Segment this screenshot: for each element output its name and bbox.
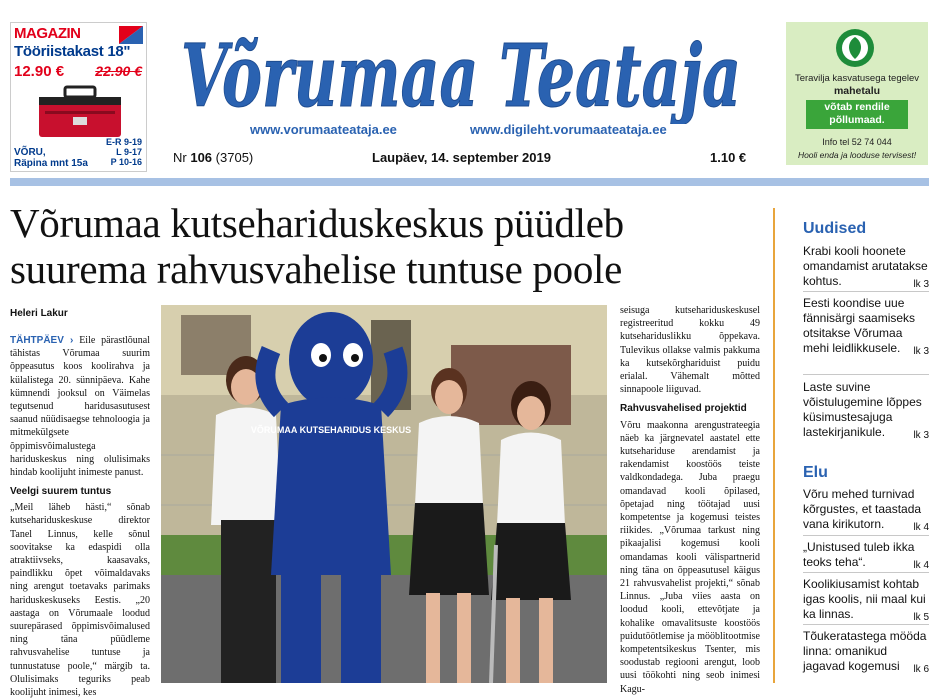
mascot-shirt-text: VÕRUMAA KUTSEHARIDUS KESKUS bbox=[250, 425, 412, 435]
ad-right-line1: Teravilja kasvatusega tegelev bbox=[794, 73, 920, 84]
article-column-1-lower bbox=[10, 486, 150, 699]
sidebar-divider bbox=[803, 291, 929, 292]
sidebar-item[interactable]: Eesti koondise uue fännisärgi saamiseks otsitakse Võrumaa mehi leidlikkusele. lk 3 bbox=[803, 296, 929, 357]
sidebar-item[interactable]: Laste suvine võistulugemine lõppes küsimustesajuga lastekirjanikule. lk 3 bbox=[803, 380, 929, 441]
article-photo bbox=[161, 305, 607, 683]
ad-organic-farm[interactable] bbox=[786, 22, 928, 165]
ad-tool-box[interactable] bbox=[10, 22, 147, 172]
sidebar-divider bbox=[803, 572, 929, 573]
url-digi-link[interactable]: www.digileht.vorumaateataja.ee bbox=[470, 122, 667, 137]
ad-hours: E-R 9-19 L 9-17 P 10-16 bbox=[105, 137, 142, 167]
article-subhead-1: Veelgi suurem tuntus bbox=[10, 486, 112, 497]
issue-date: Laupäev, 14. september 2019 bbox=[372, 150, 551, 165]
ad-price-old: 22.90 € bbox=[95, 63, 142, 79]
ad-brand-flag-icon bbox=[119, 26, 143, 44]
ad-brand: MAGAZIN bbox=[14, 25, 81, 42]
sidebar-item[interactable]: Tõukeratastega mööda linna: omanikud jagavad kogemusi lk 6 bbox=[803, 629, 929, 675]
sidebar-item[interactable]: Võru mehed turnivad kõrgustes, et taastada vana kirikutorn. lk 4 bbox=[803, 487, 929, 533]
sidebar-item[interactable]: „Unistused tuleb ikka teoks teha“. lk 4 bbox=[803, 540, 929, 571]
toolbox-image bbox=[35, 83, 125, 139]
sidebar-divider bbox=[803, 624, 929, 625]
article-lead: Eile pärastlõunal tähistas Võrumaa suurim õppeasutus koos koolirahva ja külalistega 20. sünnipäeva. Kahe kümnendi jooksul on Väimelas tegutsenud haridusasutusest saanud nüüdisaegse tehnoloogia ja mitmekülgsete õppimisvõimalustega hariduskeskus ning olulisimaks hindab koolijuht inimeste panust. bbox=[10, 335, 151, 479]
ad-right-highlight: võtab rendile põllumaad. bbox=[806, 100, 908, 129]
sidebar-item[interactable]: Koolikiusamist kohtab igas koolis, nii maal kui ka linnas. lk 5 bbox=[803, 577, 929, 623]
article-column-1 bbox=[10, 334, 150, 479]
ad-right-line2: mahetalu bbox=[833, 85, 881, 97]
issue-price: 1.10 € bbox=[710, 150, 747, 165]
sidebar-divider bbox=[803, 535, 929, 536]
ad-right-slogan: Hooli enda ja looduse tervisest! bbox=[797, 150, 917, 160]
sidebar-divider bbox=[803, 374, 929, 375]
masthead-divider bbox=[10, 178, 929, 186]
organic-leaf-logo-icon bbox=[835, 28, 875, 68]
ad-product: Tööriistakast 18" bbox=[14, 43, 131, 60]
masthead-title-text: Võrumaa Teataja bbox=[181, 26, 741, 124]
ad-price-new: 12.90 € bbox=[14, 63, 65, 80]
sidebar-section-elu: Elu bbox=[803, 464, 828, 481]
issue-number: Nr 106 (3705) bbox=[173, 150, 254, 165]
article-headline: Võrumaa kutsehariduskeskus püüdleb suurema rahvusvahelise tuntuse poole bbox=[10, 200, 624, 292]
article-body-1: „Meil läheb hästi,“ sõnab kutsehariduskeskuse direktor Tanel Linnus, kelle sõnul soovitakse ka edaspidi olla atraktiivseks, kaasavaks, paindlikku õpet võimaldavaks ning arengut toetavaks parimaks hariduskeskuseks Eestis. „20 aastaga on Võrumaale loodud suurepärased õppimisvõimalused ning täna püüdleme rahvusvahelise tuntuse ja tunnustatuse poole,“ märgib ta. Olulisimaks teguriks peab koolijuht inimesi, kes bbox=[10, 502, 150, 699]
sidebar-item[interactable]: Krabi kooli hoonete omandamist arutatakse kohtus. lk 3 bbox=[803, 244, 929, 290]
article-kicker: TÄHTPÄEV › bbox=[10, 335, 74, 346]
url-main-link[interactable]: www.vorumaateataja.ee bbox=[250, 122, 397, 137]
masthead-title bbox=[176, 24, 746, 124]
sidebar-section-uudised: Uudised bbox=[803, 220, 867, 237]
article-subhead-2: Rahvusvahelised projektid bbox=[620, 403, 747, 415]
ad-right-phone: Info tel 52 74 044 bbox=[822, 137, 892, 147]
article-author: Heleri Lakur bbox=[10, 308, 68, 319]
sidebar-contents bbox=[773, 208, 931, 683]
article-col3-top: seisuga kutsehariduskeskusel registreeritud kokku 49 kutsehariduslikku õppekava. Tulevikus ollakse valmis pakkuma ka kutsekõrghariduist puidu erialal. Vähemalt mõtted sinnapoole liiguvad. bbox=[620, 305, 760, 396]
article-body-2: Võru maakonna arengustrateegia näeb ka järgnevatel aastatel ette kutsehariduse arendamist ja rakendamist koostöös teiste valdkondadega. Juba praegu omandavad kooli õpilased, õpetajad ning töötajad uusi kompetentse ja kogemusi teistes riikides. „Võrumaa tarkust ning pikaajalisi kogemusi kooli omandamas kooli välispartnerid ning täna on õppeasutusel käigus 21 rahvusvahelist projekti,“ sõnab Linnus. „Juba viies aasta on loodud kooli, ettevõtjate ja kohalike omavalitsuste koostöös puidutöötlemise ja mööblitootmise kompetentsikeskus Tsenter, mis soodustab regiooni arengut, loob uusi töökohti ning seob inimesi Kagu- bbox=[620, 419, 760, 695]
ad-store-location: VÕRU, Räpina mnt 15a bbox=[14, 147, 88, 169]
article-column-3 bbox=[620, 304, 760, 696]
